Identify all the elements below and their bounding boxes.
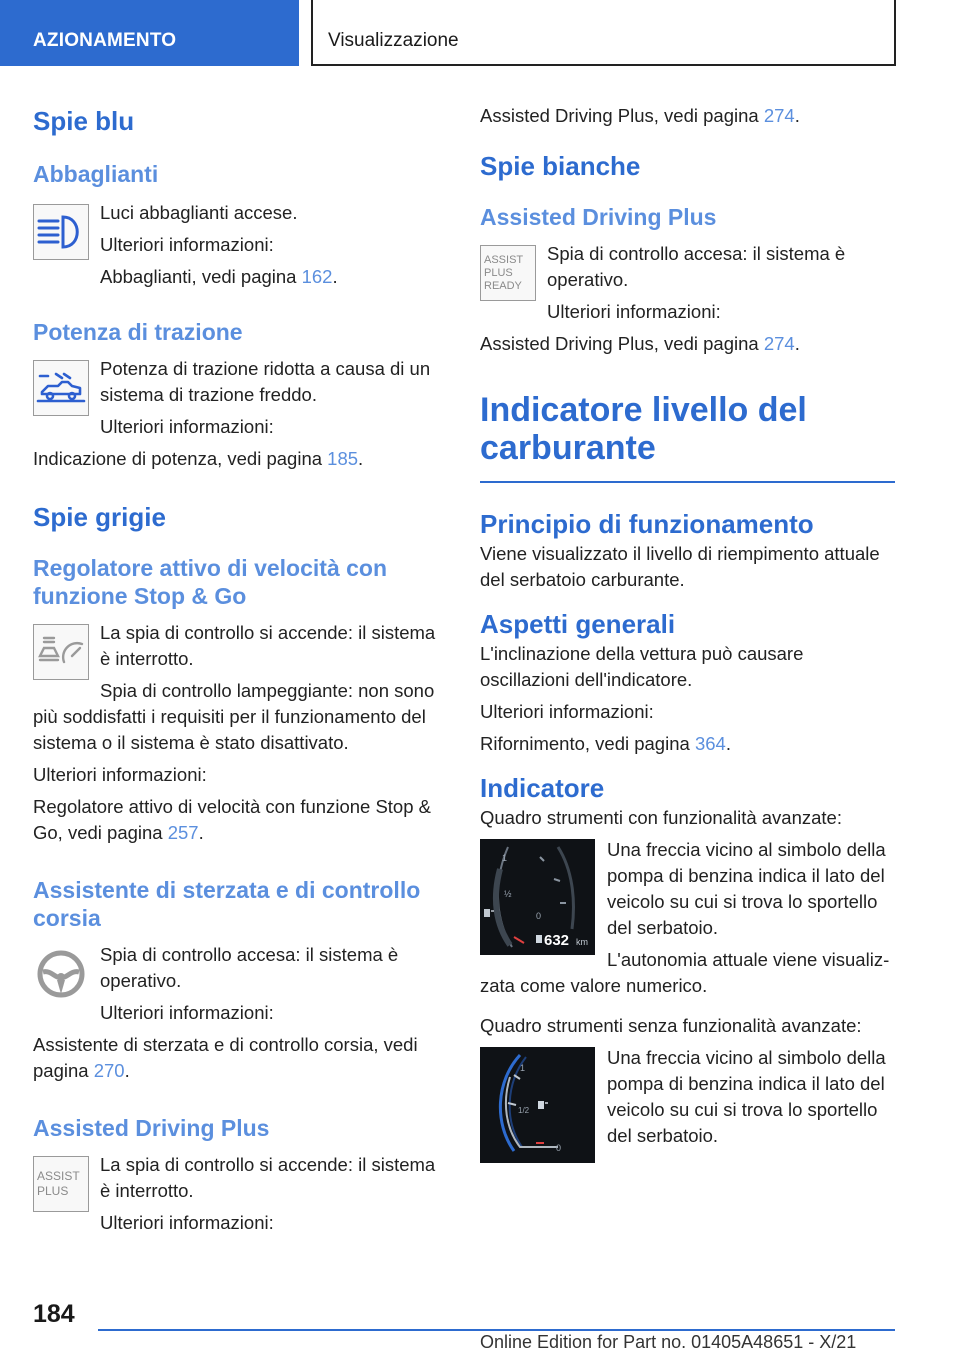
section-title: AZIONAMENTO (33, 30, 177, 51)
steering-wheel-icon (33, 946, 89, 1002)
cluster-basic-block (480, 1045, 895, 1163)
con-label: Quadro strumenti con funzionalità avanzate: (480, 807, 842, 828)
heading-carburante: Indicatore livello del carburante (480, 391, 807, 467)
cluster1-tick-zero: 0 (536, 911, 542, 921)
cluster1-tick-half: ½ (504, 889, 512, 899)
abbaglianti-block (33, 200, 447, 290)
adp-ready-block (480, 241, 895, 325)
assist-plus-icon-line1: ASSIST (37, 1169, 80, 1183)
cluster1-tick-top: 1 (502, 853, 508, 863)
cluster1-range-value: 632 (544, 932, 570, 949)
con-text2a: L'autonomia attuale viene visualiz- (607, 949, 890, 970)
trazione-page-link[interactable]: 185 (327, 448, 359, 469)
heading-rule (480, 481, 895, 483)
adp-ready-desc: Spia di controllo accesa: il sistema è operativo. (547, 243, 846, 290)
aspetti-ref: Rifornimento, vedi pagina 364. (480, 733, 731, 754)
trazione-ref: Indicazione di potenza, vedi pagina 185. (33, 448, 364, 469)
heading-spie-grigie: Spie grigie (33, 502, 166, 532)
assist-plus-icon (33, 1156, 89, 1212)
cluster-basic-image (480, 1047, 595, 1163)
assist-ready-icon-line3: READY (484, 279, 522, 292)
abbaglianti-desc: Luci abbaglianti accese. (100, 202, 298, 223)
high-beam-icon (33, 204, 89, 260)
section-tab (0, 0, 299, 66)
chapter-title: Visualizzazione (328, 30, 459, 51)
cluster2-tick-zero: 0 (556, 1143, 562, 1153)
sterzata-block (33, 942, 447, 1026)
heading-sterzata: Assistente di sterzata e di controllo corsia (33, 877, 421, 931)
adp-desc: La spia di controllo si accende: il sistema è interrotto. (100, 1154, 436, 1201)
adp-more: Ulteriori informazioni: (100, 1212, 274, 1233)
heading-spie-bianche: Spie bianche (480, 151, 641, 181)
adp-block (33, 1152, 447, 1236)
aspetti-text: L'inclinazione della vettura può causare oscillazioni dell'indicatore. (480, 643, 804, 690)
heading-adp: Assisted Driving Plus (33, 1115, 270, 1141)
con-text2b: zata come valore numerico. (480, 975, 708, 996)
senza-text: Una freccia vicino al simbolo della pompa di benzina indica il lato del veicolo su cui si trova lo sportello del serbatoio. (607, 1047, 886, 1146)
abbaglianti-page-link[interactable]: 162 (301, 266, 333, 287)
regolatore-desc: La spia di controllo si accende: il sistema è interrotto. (100, 622, 436, 669)
left-column (33, 100, 447, 1242)
assist-plus-ready-icon (480, 245, 536, 301)
sterzata-page-link[interactable]: 270 (93, 1060, 125, 1081)
regolatore-flash-b: più soddisfatti i requisiti per il funzionamento del sistema o il sistema è stato disattivato. (33, 706, 426, 753)
cluster1-range-unit: km (576, 937, 588, 947)
adp-ready-page-link[interactable]: 274 (763, 333, 795, 354)
aspetti-page-link[interactable]: 364 (694, 733, 726, 754)
cluster-advanced-image (480, 839, 595, 955)
heading-spie-blu: Spie blu (33, 106, 135, 136)
fuel-pump-icon (536, 935, 542, 943)
abbaglianti-more: Ulteriori informazioni: (100, 234, 274, 255)
regolatore-page-link[interactable]: 257 (167, 822, 199, 843)
heading-aspetti: Aspetti generali (480, 609, 676, 639)
adp-ready-more: Ulteriori informazioni: (547, 301, 721, 322)
heading-principio: Principio di funzionamento (480, 509, 814, 539)
principio-text: Viene visualizzato il livello di riempimento attuale del serbatoio carburante. (480, 543, 880, 590)
heading-indicatore: Indicatore (480, 773, 605, 803)
assist-plus-icon-line2: PLUS (37, 1184, 69, 1198)
adp-ready-ref: Assisted Driving Plus, vedi pagina 274. (480, 333, 800, 354)
footer-rule (98, 1329, 895, 1331)
assist-ready-icon-line2: PLUS (484, 266, 513, 279)
sterzata-more: Ulteriori informazioni: (100, 1002, 274, 1023)
aspetti-more: Ulteriori informazioni: (480, 701, 654, 722)
footer-edition: Online Edition for Part no. 01405A48651 - X/21 (480, 1332, 857, 1352)
regolatore-flash-a: Spia di controllo lampeggiante: non sono (100, 680, 435, 701)
cluster-advanced-block (480, 837, 895, 973)
heading-abbaglianti: Abbaglianti (33, 161, 159, 187)
heading-regolatore: Regolatore attivo di velocità con funzione Stop & Go (33, 555, 388, 609)
regolatore-more: Ulteriori informazioni: (33, 764, 207, 785)
cruise-control-icon (33, 624, 89, 680)
fuel-pump-icon (538, 1101, 548, 1109)
trazione-desc: Potenza di trazione ridotta a causa di un sistema di trazione freddo. (100, 358, 431, 405)
fuel-pump-icon (484, 909, 494, 917)
right-column (480, 100, 895, 1163)
abbaglianti-ref: Abbaglianti, vedi pagina 162. (100, 266, 338, 287)
cluster2-tick-top: 1 (520, 1063, 526, 1073)
regolatore-block (33, 620, 447, 704)
trazione-block (33, 356, 447, 440)
cluster2-tick-half: 1/2 (518, 1106, 530, 1115)
con-text1: Una freccia vicino al simbolo della pompa di benzina indica il lato del veicolo su cui si trova lo sportello del serbatoio. (607, 839, 886, 938)
adp-cont-ref: Assisted Driving Plus, vedi pagina 274. (480, 105, 800, 126)
traction-power-icon (33, 360, 89, 416)
sterzata-desc: Spia di controllo accesa: il sistema è operativo. (100, 944, 399, 991)
assist-ready-icon-line1: ASSIST (484, 253, 524, 266)
adp-cont-page-link[interactable]: 274 (763, 105, 795, 126)
trazione-more: Ulteriori informazioni: (100, 416, 274, 437)
regolatore-ref: Regolatore attivo di velocità con funzione Stop & Go, vedi pagina 257. (33, 796, 431, 843)
heading-adp-ready: Assisted Driving Plus (480, 204, 717, 230)
senza-label: Quadro strumenti senza funzionalità avanzate: (480, 1015, 862, 1036)
page-number: 184 (33, 1300, 75, 1328)
heading-trazione: Potenza di trazione (33, 319, 243, 345)
chapter-tab (311, 0, 896, 66)
sterzata-ref: Assistente di sterzata e di controllo corsia, vedi pagina 270. (33, 1034, 418, 1081)
